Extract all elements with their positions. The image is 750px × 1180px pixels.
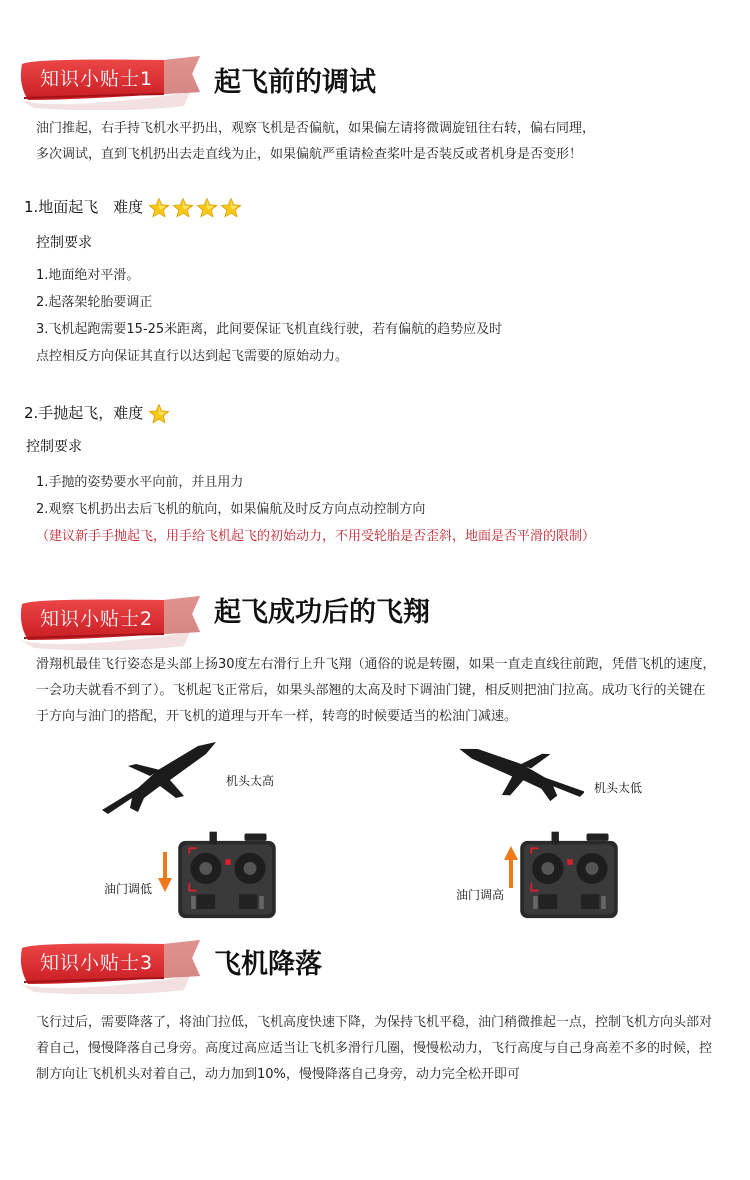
arrow-down-icon bbox=[158, 850, 172, 894]
star-icon bbox=[148, 403, 170, 425]
plane-nose-up-image bbox=[96, 740, 220, 820]
nose-too-high-label: 机头太高 bbox=[226, 774, 275, 788]
star-icon bbox=[196, 197, 218, 219]
requirement-item: 3.飞机起跑需要15-25米距离，此间要保证飞机直线行驶，若有偏航的趋势应及时 bbox=[36, 322, 503, 337]
star-icon bbox=[220, 197, 242, 219]
difficulty-stars bbox=[148, 198, 244, 216]
hand-launch-label: 2.手抛起飞，难度 bbox=[24, 404, 144, 422]
difficulty-stars bbox=[148, 404, 172, 422]
star-icon bbox=[148, 197, 170, 219]
ground-takeoff-label: 1.地面起飞 bbox=[24, 198, 99, 216]
transmitter-image bbox=[172, 828, 282, 920]
tip-badge-3 bbox=[14, 932, 200, 994]
requirement-item: 2.观察飞机扔出去后飞机的航向，如果偏航及时反方向点动控制方向 bbox=[36, 502, 426, 517]
paragraph-line: 飞行过后，需要降落了，将油门拉低，飞机高度快速下降，为保持飞机平稳，油门稍微推起一点，控制飞机方向头部对 bbox=[36, 1015, 713, 1030]
paragraph-line: 多次调试，直到飞机扔出去走直线为止，如果偏航严重请检查桨叶是否装反或者机身是否变形！ bbox=[36, 147, 583, 162]
throttle-up-label: 油门调高 bbox=[456, 888, 505, 902]
star-icon bbox=[172, 197, 194, 219]
paragraph-line: 油门推起，右手持飞机水平扔出，观察飞机是否偏航，如果偏左请将微调旋钮往右转，偏右同理， bbox=[36, 121, 596, 136]
difficulty-label: 难度 bbox=[113, 198, 144, 216]
paragraph-line: 滑翔机最佳飞行姿态是头部上扬30度左右滑行上升飞翔（通俗的说是转圈，如果一直走直线往前跑，凭借飞机的速度， bbox=[36, 657, 716, 672]
ground-takeoff-title bbox=[24, 196, 244, 219]
requirement-item: 点控相反方向保证其直行以达到起飞需要的原始动力。 bbox=[36, 349, 349, 364]
control-requirements-heading: 控制要求 bbox=[26, 439, 82, 455]
tip2-paragraph bbox=[36, 652, 716, 730]
throttle-down-label: 油门调低 bbox=[104, 882, 153, 896]
tip-badge-label: 知识小贴士2 bbox=[40, 608, 154, 630]
beginner-tip-note: （建议新手手抛起飞，用手给飞机起飞的初始动力，不用受轮胎是否歪斜，地面是否平滑的限制） bbox=[36, 529, 596, 544]
tip1-paragraph bbox=[36, 116, 595, 168]
section-heading: 起飞成功后的飞翔 bbox=[214, 597, 430, 628]
paragraph-line: 着自己，慢慢降落自己身旁。高度过高应适当让飞机多滑行几圈，慢慢松动力，飞行高度与自己身高差不多的时候，控 bbox=[36, 1041, 713, 1056]
paragraph-line: 制方向让飞机机头对着自己，动力加到10%，慢慢降落自己身旁，动力完全松开即可 bbox=[36, 1067, 520, 1082]
requirement-item: 1.地面绝对平滑。 bbox=[36, 268, 140, 283]
paragraph-line: 于方向与油门的搭配，开飞机的道理与开车一样，转弯的时候要适当的松油门减速。 bbox=[36, 709, 518, 724]
tip-badge-label: 知识小贴士3 bbox=[40, 952, 154, 974]
tip-badge-label: 知识小贴士1 bbox=[40, 68, 154, 90]
nose-too-low-label: 机头太低 bbox=[594, 781, 643, 795]
transmitter-image bbox=[514, 828, 624, 920]
hand-launch-title bbox=[24, 402, 172, 425]
section-heading: 飞机降落 bbox=[214, 949, 322, 980]
tip3-paragraph bbox=[36, 1010, 712, 1088]
requirement-item: 2.起落架轮胎要调正 bbox=[36, 295, 153, 310]
control-requirements-heading: 控制要求 bbox=[36, 235, 92, 251]
requirement-item: 1.手抛的姿势要水平向前，并且用力 bbox=[36, 475, 244, 490]
paragraph-line: 一会功夫就看不到了）。飞机起飞正常后，如果头部翘的太高及时下调油门键，相反则把油门拉高。成功飞行的关键在 bbox=[36, 683, 706, 698]
section-heading: 起飞前的调试 bbox=[214, 67, 376, 98]
plane-nose-down-image bbox=[454, 734, 584, 808]
tip-badge-2 bbox=[14, 588, 200, 650]
tip-badge-1 bbox=[14, 48, 200, 110]
